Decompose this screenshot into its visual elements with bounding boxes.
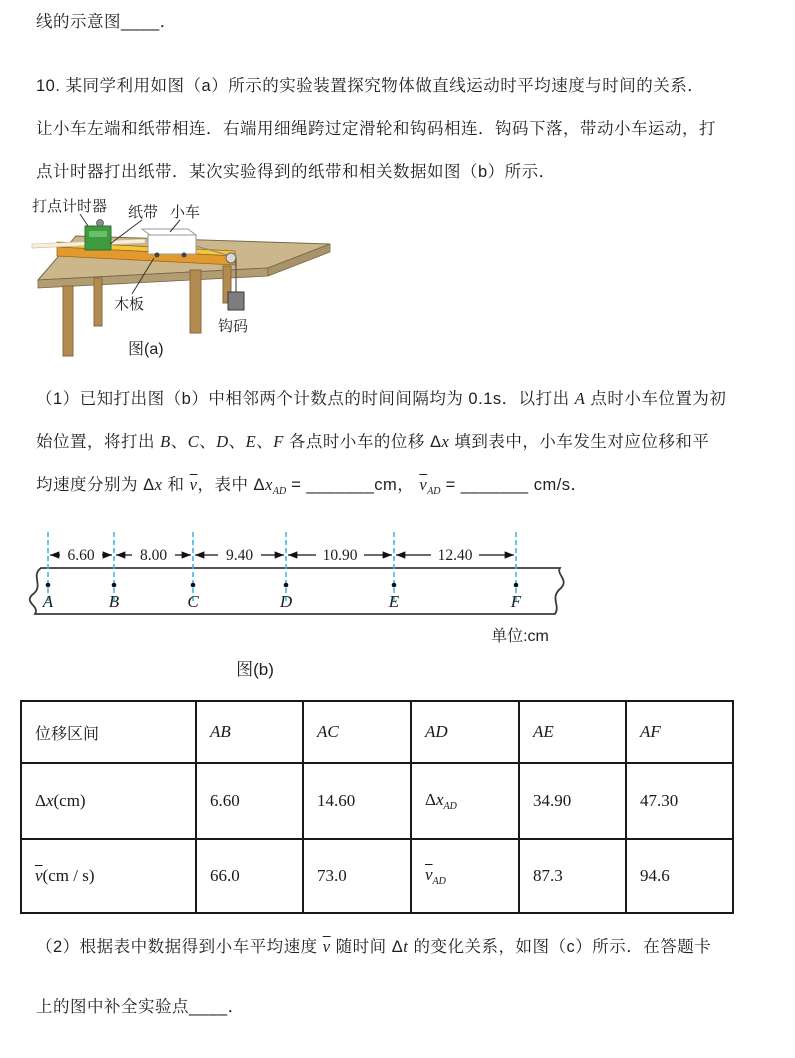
- point-E: E: [388, 592, 400, 611]
- measurement-EF: 12.40: [437, 547, 473, 564]
- leader-line-timer: [80, 214, 88, 226]
- part2-line-2: 上的图中补全实验点____．: [36, 998, 245, 1016]
- measurement-BC: 8.00: [139, 547, 168, 564]
- part1-line-1: （1）已知打出图（b）中相邻两个计数点的时间间隔均为 0.1s．以打出 A 点时小车位置为初: [36, 389, 727, 408]
- cart-body: [148, 235, 196, 254]
- header-cell-AB: AB: [196, 701, 303, 763]
- timer-spool: [97, 220, 104, 227]
- point-B: B: [108, 592, 120, 611]
- dx-AE-cell: 34.90: [519, 763, 626, 839]
- figure-a-apparatus: [30, 196, 400, 374]
- weights-label: 钩码: [218, 318, 249, 335]
- v-AB-cell: 66.0: [196, 839, 303, 913]
- part1-line-2: 始位置，将打出 B、C、D、E、F 各点时小车的位移 Δx 填到表中，小车发生对应位移和平: [36, 432, 710, 451]
- board-label: 木板: [114, 296, 145, 313]
- cart-drawing: [142, 229, 196, 258]
- intro-line: 线的示意图____．: [36, 13, 177, 31]
- part2-line-1: （2）根据表中数据得到小车平均速度 $\overline{v}$ 随时间 Δt 的变化关系，如图（c）所示．在答题卡: [36, 937, 712, 956]
- v-AC-cell: 73.0: [303, 839, 411, 913]
- dx-AC-cell: 14.60: [303, 763, 411, 839]
- header-cell-AF: AF: [626, 701, 733, 763]
- question-10-line-3: 点计时器打出纸带．某次实验得到的纸带和相关数据如图（b）所示．: [36, 163, 556, 181]
- v-AD-cell: $\overline{v}_{AD}$: [411, 839, 519, 913]
- unit-label: 单位:cm: [491, 628, 549, 645]
- point-C: C: [187, 592, 199, 611]
- figure-b-tape: [25, 528, 577, 686]
- question-10-line-2: 让小车左端和纸带相连．右端用细绳跨过定滑轮和钩码相连．钩码下落，带动小车运动，打: [36, 120, 716, 138]
- cart-top: [142, 229, 196, 235]
- table-row-dx: [21, 763, 733, 839]
- data-table: [20, 700, 734, 914]
- cart-wheel: [155, 253, 160, 258]
- tape-label: 纸带: [128, 204, 159, 221]
- part1-line-3: 均速度分别为 Δx 和 $\overline{v}$，表中 $\Delta x_{AD}$ = _______cm， $\overline{v}_{AD}$ = _______ cm/s．: [36, 475, 588, 497]
- pulley-icon: [226, 253, 236, 263]
- dx-AD-cell: $\Delta x_{AD}$: [411, 763, 519, 839]
- timer-body: [85, 226, 111, 250]
- row-label-v: $\overline{v}(cm / s)$: [21, 839, 196, 913]
- measurement-CD: 9.40: [225, 547, 254, 564]
- timer-label: 打点计时器: [32, 198, 108, 215]
- weight-block: [228, 292, 244, 310]
- dx-AF-cell: 47.30: [626, 763, 733, 839]
- measurement-DE: 10.90: [322, 547, 358, 564]
- row-label-dx: Δx(cm): [21, 763, 196, 839]
- v-AE-cell: 87.3: [519, 839, 626, 913]
- table-row-header: [21, 701, 733, 763]
- table-leg: [190, 270, 201, 333]
- v-AF-cell: 94.6: [626, 839, 733, 913]
- header-cell-AC: AC: [303, 701, 411, 763]
- table-leg: [63, 286, 73, 356]
- table-leg: [94, 278, 102, 326]
- question-10-line-1: 10. 某同学利用如图（a）所示的实验装置探究物体做直线运动时平均速度与时间的关系．: [36, 77, 705, 95]
- header-cell-interval: 位移区间: [21, 701, 196, 763]
- figure-b-caption: 图(b): [236, 660, 274, 679]
- timer-slot: [89, 231, 107, 237]
- cart-label: 小车: [170, 204, 201, 221]
- measurement-AB: 6.60: [67, 547, 95, 564]
- cart-wheel: [182, 253, 187, 258]
- figure-a-caption: 图(a): [128, 341, 164, 358]
- dx-AB-cell: 6.60: [196, 763, 303, 839]
- table-row-v: [21, 839, 733, 913]
- point-D: D: [279, 592, 293, 611]
- header-cell-AE: AE: [519, 701, 626, 763]
- header-cell-AD: AD: [411, 701, 519, 763]
- point-F: F: [510, 592, 522, 611]
- point-A: A: [42, 592, 54, 611]
- timer-drawing: [85, 220, 111, 251]
